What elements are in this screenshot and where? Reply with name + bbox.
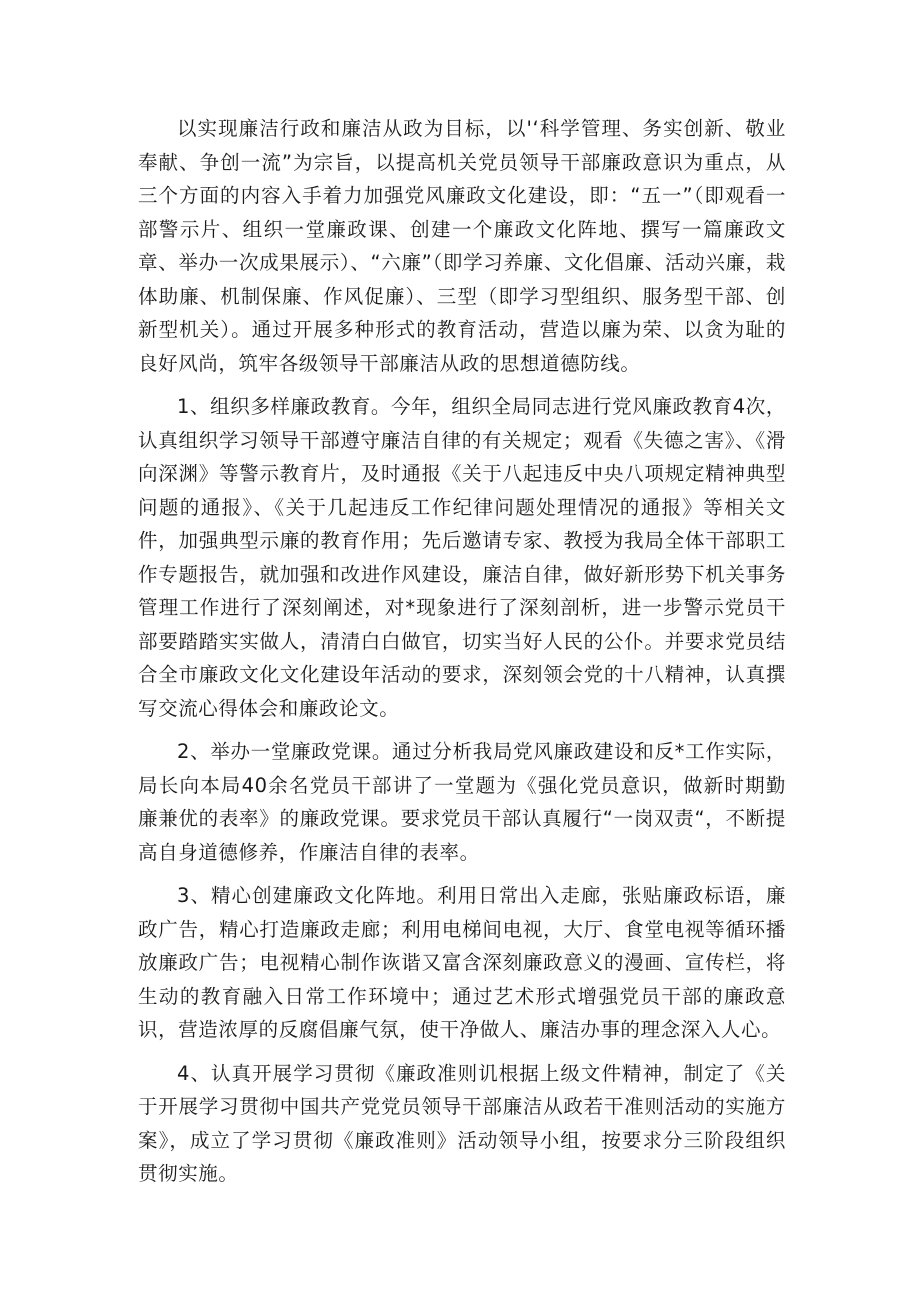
paragraph-item-3: 3、精心创建廉政文化阵地。利用日常出入走廊，张贴廉政标语，廉政广告，精心打造廉政走廊；利用电梯间电视，大厅、食堂电视等循环播放廉政广告；电视精心制作诙谐又富含深刻廉政意义的漫画、宣传栏，将生动的教育融入日常工作环境中；通过艺术形式增强党员干部的廉政意识，营造浓厚的反腐倡廉气氛，使干净做人、廉洁办事的理念深入人心。 — [138, 884, 786, 1041]
paragraph-item-4: 4、认真开展学习贯彻《廉政准则讥根据上级文件精神，制定了《关于开展学习贯彻中国共产党党员领导干部廉洁从政若干准则活动的实施方案》，成立了学习贯彻《廉政准则》活动领导小组，按要求分三阶段组织贯彻实施。 — [138, 1061, 786, 1185]
document-body — [138, 112, 786, 1191]
paragraph-item-1: 1、组织多样廉政教育。今年，组织全局同志进行党风廉政教育4次，认真组织学习领导干部遵守廉洁自律的有关规定；观看《失德之害》、《滑向深渊》等警示教育片，及时通报《关于八起违反中央八项规定精神典型问题的通报》、《关于几起违反工作纪律问题处理情况的通报》等相关文件，加强典型示廉的教育作用；先后邀请专家、教授为我局全体干部职工作专题报告，就加强和改进作风建设，廉洁自律，做好新形势下机关事务管理工作进行了深刻阐述，对*现象进行了深刻剖析，进一步警示党员干部要踏踏实实做人，清清白白做官，切实当好人民的公仆。并要求党员结合全市廉政文化文化建设年活动的要求，深刻领会党的十八精神，认真撰写交流心得体会和廉政论文。 — [138, 395, 786, 720]
paragraph-item-2: 2、举办一堂廉政党课。通过分析我局党风廉政建设和反*工作实际，局长向本局40余名党员干部讲了一堂题为《强化党员意识，做新时期勤廉兼优的表率》的廉政党课。要求党员干部认真履行“一岗双责“，不断提高自身道德修养，作廉洁自律的表率。 — [138, 740, 786, 864]
paragraph-intro: 以实现廉洁行政和廉洁从政为目标，以'‘科学管理、务实创新、敬业奉献、争创一流”为宗旨，以提高机关党员领导干部廉政意识为重点，从三个方面的内容入手着力加强党风廉政文化建设，即：“五一”（即观看一部警示片、组织一堂廉政课、创建一个廉政文化阵地、撰写一篇廉政文章、举办一次成果展示）、“六廉”（即学习养廉、文化倡廉、活动兴廉，栽体助廉、机制保廉、作风促廉）、三型（即学习型组织、服务型干部、创新型机关）。通过开展多种形式的教育活动，营造以廉为荣、以贪为耻的良好风尚，筑牢各级领导干部廉洁从政的思想道德防线。 — [138, 117, 786, 375]
